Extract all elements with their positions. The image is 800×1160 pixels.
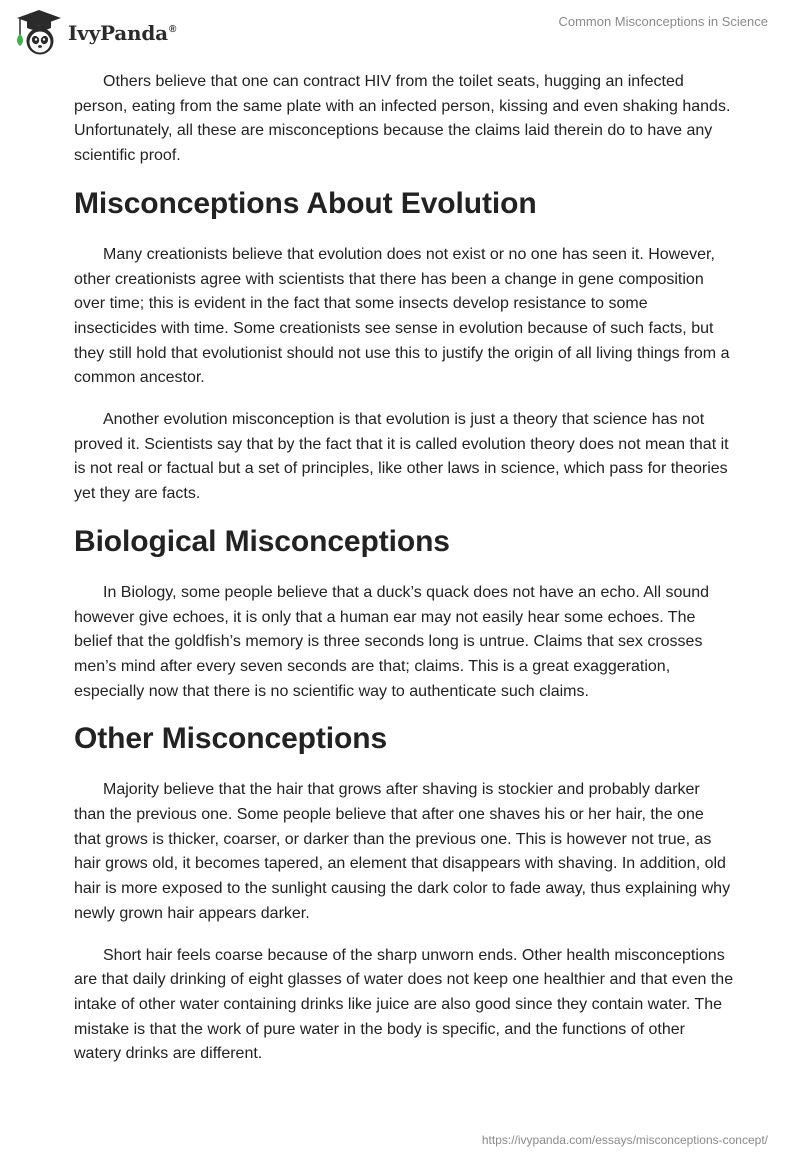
source-url[interactable]: https://ivypanda.com/essays/misconceptions-concept/ bbox=[481, 1133, 768, 1147]
paragraph: In Biology, some people believe that a duck’s quack does not have an echo. All sound however give echoes, it is only that a human ear may not easily hear some echoes. The belief that the goldfish’s memory is three seconds long is untrue. Claims that sex crosses men’s mind after every seven seconds are that; claims. This is a great exaggeration, especially now that there is no scientific way to authenticate such claims. bbox=[74, 583, 710, 700]
section-heading-other: Other Misconceptions bbox=[74, 722, 388, 756]
essay-body bbox=[74, 70, 734, 1084]
document-title: Common Misconceptions in Science bbox=[558, 14, 768, 29]
paragraph: Others believe that one can contract HIV from the toilet seats, hugging an infected person, eating from the same plate with an infected person, kissing and even shaking hands. Unfortunately, all these are misconceptions because the claims laid therein do to have any scientific proof. bbox=[74, 73, 731, 165]
registered-mark: ® bbox=[168, 24, 177, 36]
page-header bbox=[0, 0, 800, 60]
section-heading-evolution: Misconceptions About Evolution bbox=[74, 186, 537, 220]
brand-name: IvyPanda® bbox=[68, 21, 177, 45]
section-heading-biological: Biological Misconceptions bbox=[74, 524, 450, 558]
paragraph: Majority believe that the hair that grows after shaving is stockier and probably darker than the previous one. Some people believe that after one shaves his or her hair, the one that grows is thicker, coarser, or darker than the previous one. This is however not true, as hair grows old, it becomes tapered, an element that disappears with shaving. In addition, old hair is more exposed to the sunlight causing the dark color to fade away, thus explaining why newly grown hair appears darker. bbox=[74, 781, 731, 922]
paragraph: Another evolution misconception is that evolution is just a theory that science has not proved it. Scientists say that by the fact that it is called evolution theory does not mean that it is not real or factual but a set of principles, like other laws in science, which pass for theories yet they are facts. bbox=[74, 411, 729, 503]
paragraph: Many creationists believe that evolution does not exist or no one has seen it. However, other creationists agree with scientists that there has been a change in gene composition over time; this is evident in the fact that some insects develop resistance to some insecticides with time. Some creationists see sense in evolution because of such facts, but they still hold that evolutionist should not use this to justify the origin of all living things from a common ancestor. bbox=[74, 245, 730, 387]
paragraph: Short hair feels coarse because of the sharp unworn ends. Other health misconceptions are that daily drinking of eight glasses of water does not keep one healthier and that even the intake of other water containing drinks like juice are also good since they contain water. The mistake is that the work of pure water in the body is specific, and the functions of other watery drinks are different. bbox=[74, 946, 734, 1063]
brand-logo[interactable] bbox=[14, 8, 176, 56]
panda-graduate-icon bbox=[14, 8, 64, 56]
